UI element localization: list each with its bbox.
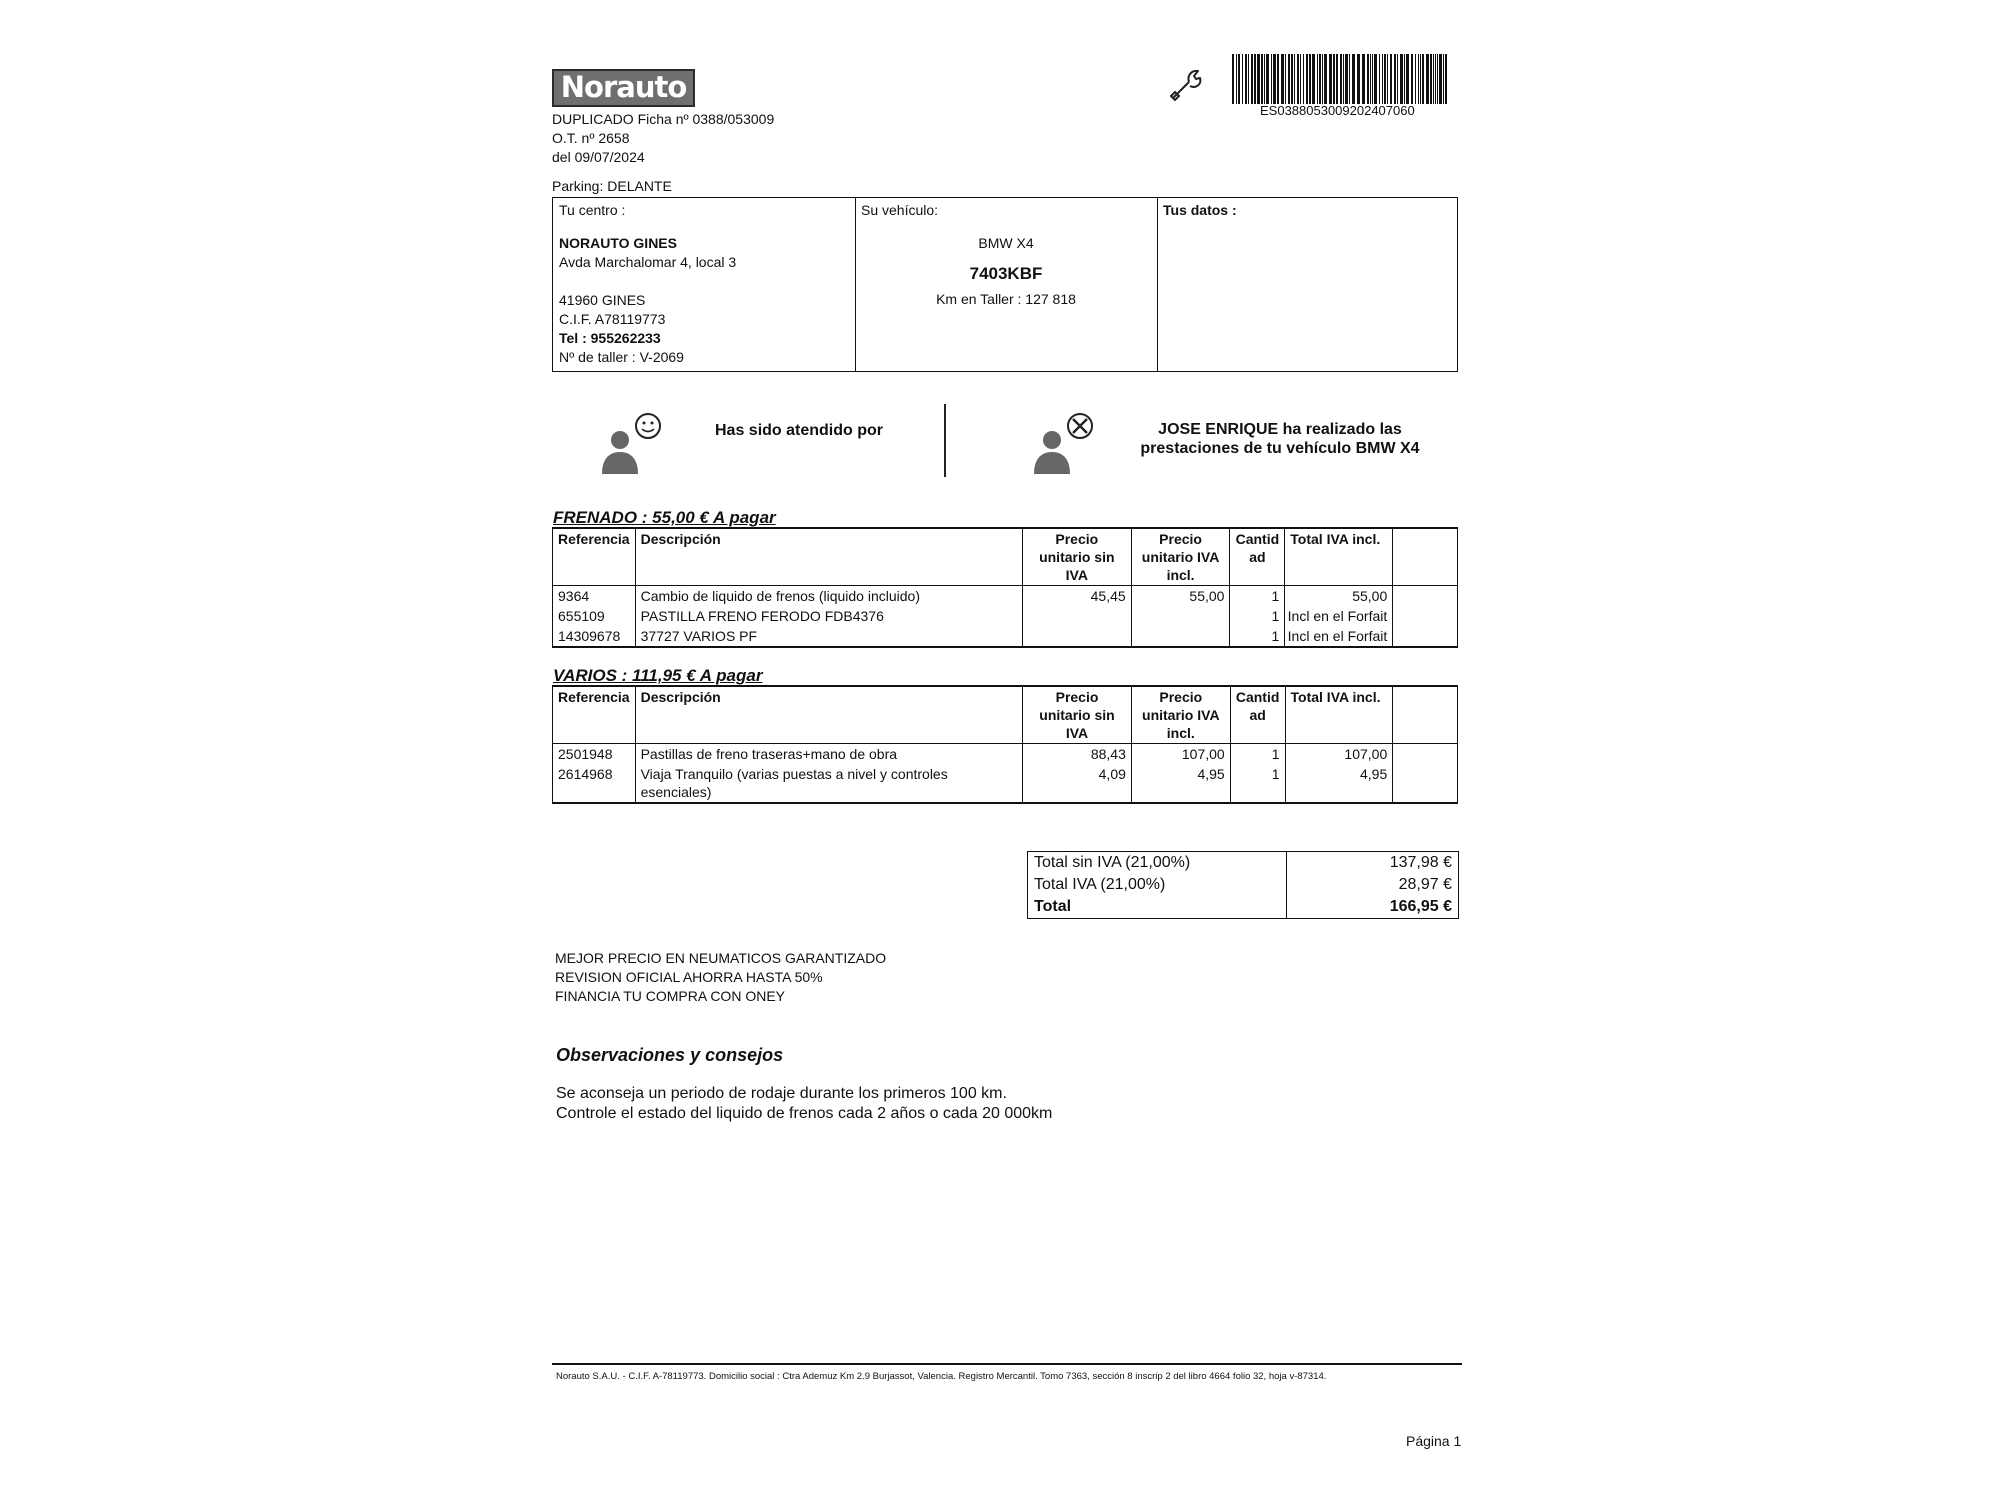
section-title-frenado: FRENADO : 55,00 € A pagar — [553, 508, 776, 527]
customer-column — [1157, 198, 1457, 371]
table-row: 2501948 Pastillas de freno traseras+mano de obra 88,43 107,00 1 107,00 — [553, 744, 1458, 765]
ot-number: O.T. nº 2658 — [552, 130, 630, 146]
wrench-icon — [1167, 64, 1207, 104]
page-number: Página 1 — [1406, 1433, 1462, 1449]
vehicle-plate: 7403KBF — [969, 264, 1043, 283]
section-title-varios: VARIOS : 111,95 € A pagar — [553, 666, 763, 685]
centre-cif: C.I.F. A78119773 — [559, 311, 666, 327]
promo-list — [555, 949, 886, 1006]
totals-row: Total sin IVA (21,00%) 137,98 € — [1028, 852, 1459, 875]
attendant-avatar-icon — [596, 408, 666, 478]
footer-rule — [552, 1363, 1462, 1365]
legal-footer: Norauto S.A.U. - C.I.F. A-78119773. Domicilio social : Ctra Ademuz Km 2.9 Burjassot, Valencia. Registro Mercantil. Tomo 7363, sección 8 inscrip 2 del libro 4664 folio 32, hoja v-87314. — [556, 1371, 1327, 1382]
info-box — [552, 197, 1458, 372]
barcode — [1232, 54, 1450, 104]
promo-line: MEJOR PRECIO EN NEUMATICOS GARANTIZADO — [555, 950, 887, 966]
centre-heading: Tu centro : — [559, 202, 626, 218]
table-header-row: Referencia Descripción Precio unitario sin IVA Precio unitario IVA incl. Cantidad Total IVA incl. — [553, 686, 1458, 744]
observations-title: Observaciones y consejos — [556, 1045, 784, 1065]
col-header-unit-ex: Precio unitario sin IVA — [1022, 528, 1131, 586]
vehicle-heading: Su vehículo: — [861, 202, 939, 218]
promo-line: FINANCIA TU COMPRA CON ONEY — [555, 988, 785, 1004]
col-header-total: Total IVA incl. — [1285, 528, 1393, 586]
observations-text: Se aconseja un periodo de rodaje durante los primeros 100 km. Controle el estado del liquido de frenos cada 2 años o cada 20 000km — [556, 1085, 1053, 1122]
totals-row: Total 166,95 € — [1028, 896, 1459, 919]
vehicle-model: BMW X4 — [978, 235, 1034, 251]
barcode-number: ES0388053009202407060 — [1260, 103, 1415, 118]
totals-table — [1027, 851, 1459, 919]
vehicle-km: Km en Taller : 127 818 — [936, 291, 1076, 307]
col-header-unit-inc: Precio unitario IVA incl. — [1131, 528, 1230, 586]
table-row: 655109 PASTILLA FRENO FERODO FDB4376 1 Incl en el Forfait — [553, 606, 1458, 626]
centre-name: NORAUTO GINES — [559, 235, 677, 251]
mechanic-text: JOSE ENRIQUE ha realizado las prestaciones de tu vehículo BMW X4 — [1140, 421, 1420, 457]
totals-row: Total IVA (21,00%) 28,97 € — [1028, 874, 1459, 896]
service-divider — [944, 404, 946, 477]
document-header — [552, 110, 774, 167]
norauto-logo: Norauto — [552, 69, 695, 107]
centre-address: Avda Marchalomar 4, local 3 — [559, 254, 737, 270]
table-header-row — [553, 528, 1458, 586]
table-row: 14309678 37727 VARIOS PF 1 Incl en el Forfait — [553, 626, 1458, 647]
frenado-table — [552, 527, 1458, 648]
vehicle-column — [855, 198, 1158, 371]
table-row: 9364 Cambio de liquido de frenos (liquido incluido) 45,45 55,00 1 55,00 — [553, 586, 1458, 607]
promo-line: REVISION OFICIAL AHORRA HASTA 50% — [555, 969, 823, 985]
workshop-number: Nº de taller : V-2069 — [559, 349, 684, 365]
duplicate-line: DUPLICADO Ficha nº 0388/053009 — [552, 111, 775, 127]
mechanic-avatar-icon — [1028, 408, 1098, 478]
col-header-desc: Descripción — [635, 528, 1022, 586]
centre-column — [553, 198, 856, 371]
document-date: del 09/07/2024 — [552, 149, 645, 165]
parking-line: Parking: DELANTE — [552, 178, 672, 194]
col-header-qty: Cantidad — [1230, 528, 1285, 586]
customer-heading: Tus datos : — [1163, 202, 1237, 218]
col-header-ref: Referencia — [553, 528, 636, 586]
centre-phone: Tel : 955262233 — [559, 330, 661, 346]
centre-city: 41960 GINES — [559, 292, 646, 308]
varios-table — [552, 685, 1458, 804]
table-row: 2614968 Viaja Tranquilo (varias puestas a nivel y controles esenciales) 4,09 4,95 1 4,95 — [553, 764, 1458, 803]
attended-by-text: Has sido atendido por — [715, 422, 884, 439]
